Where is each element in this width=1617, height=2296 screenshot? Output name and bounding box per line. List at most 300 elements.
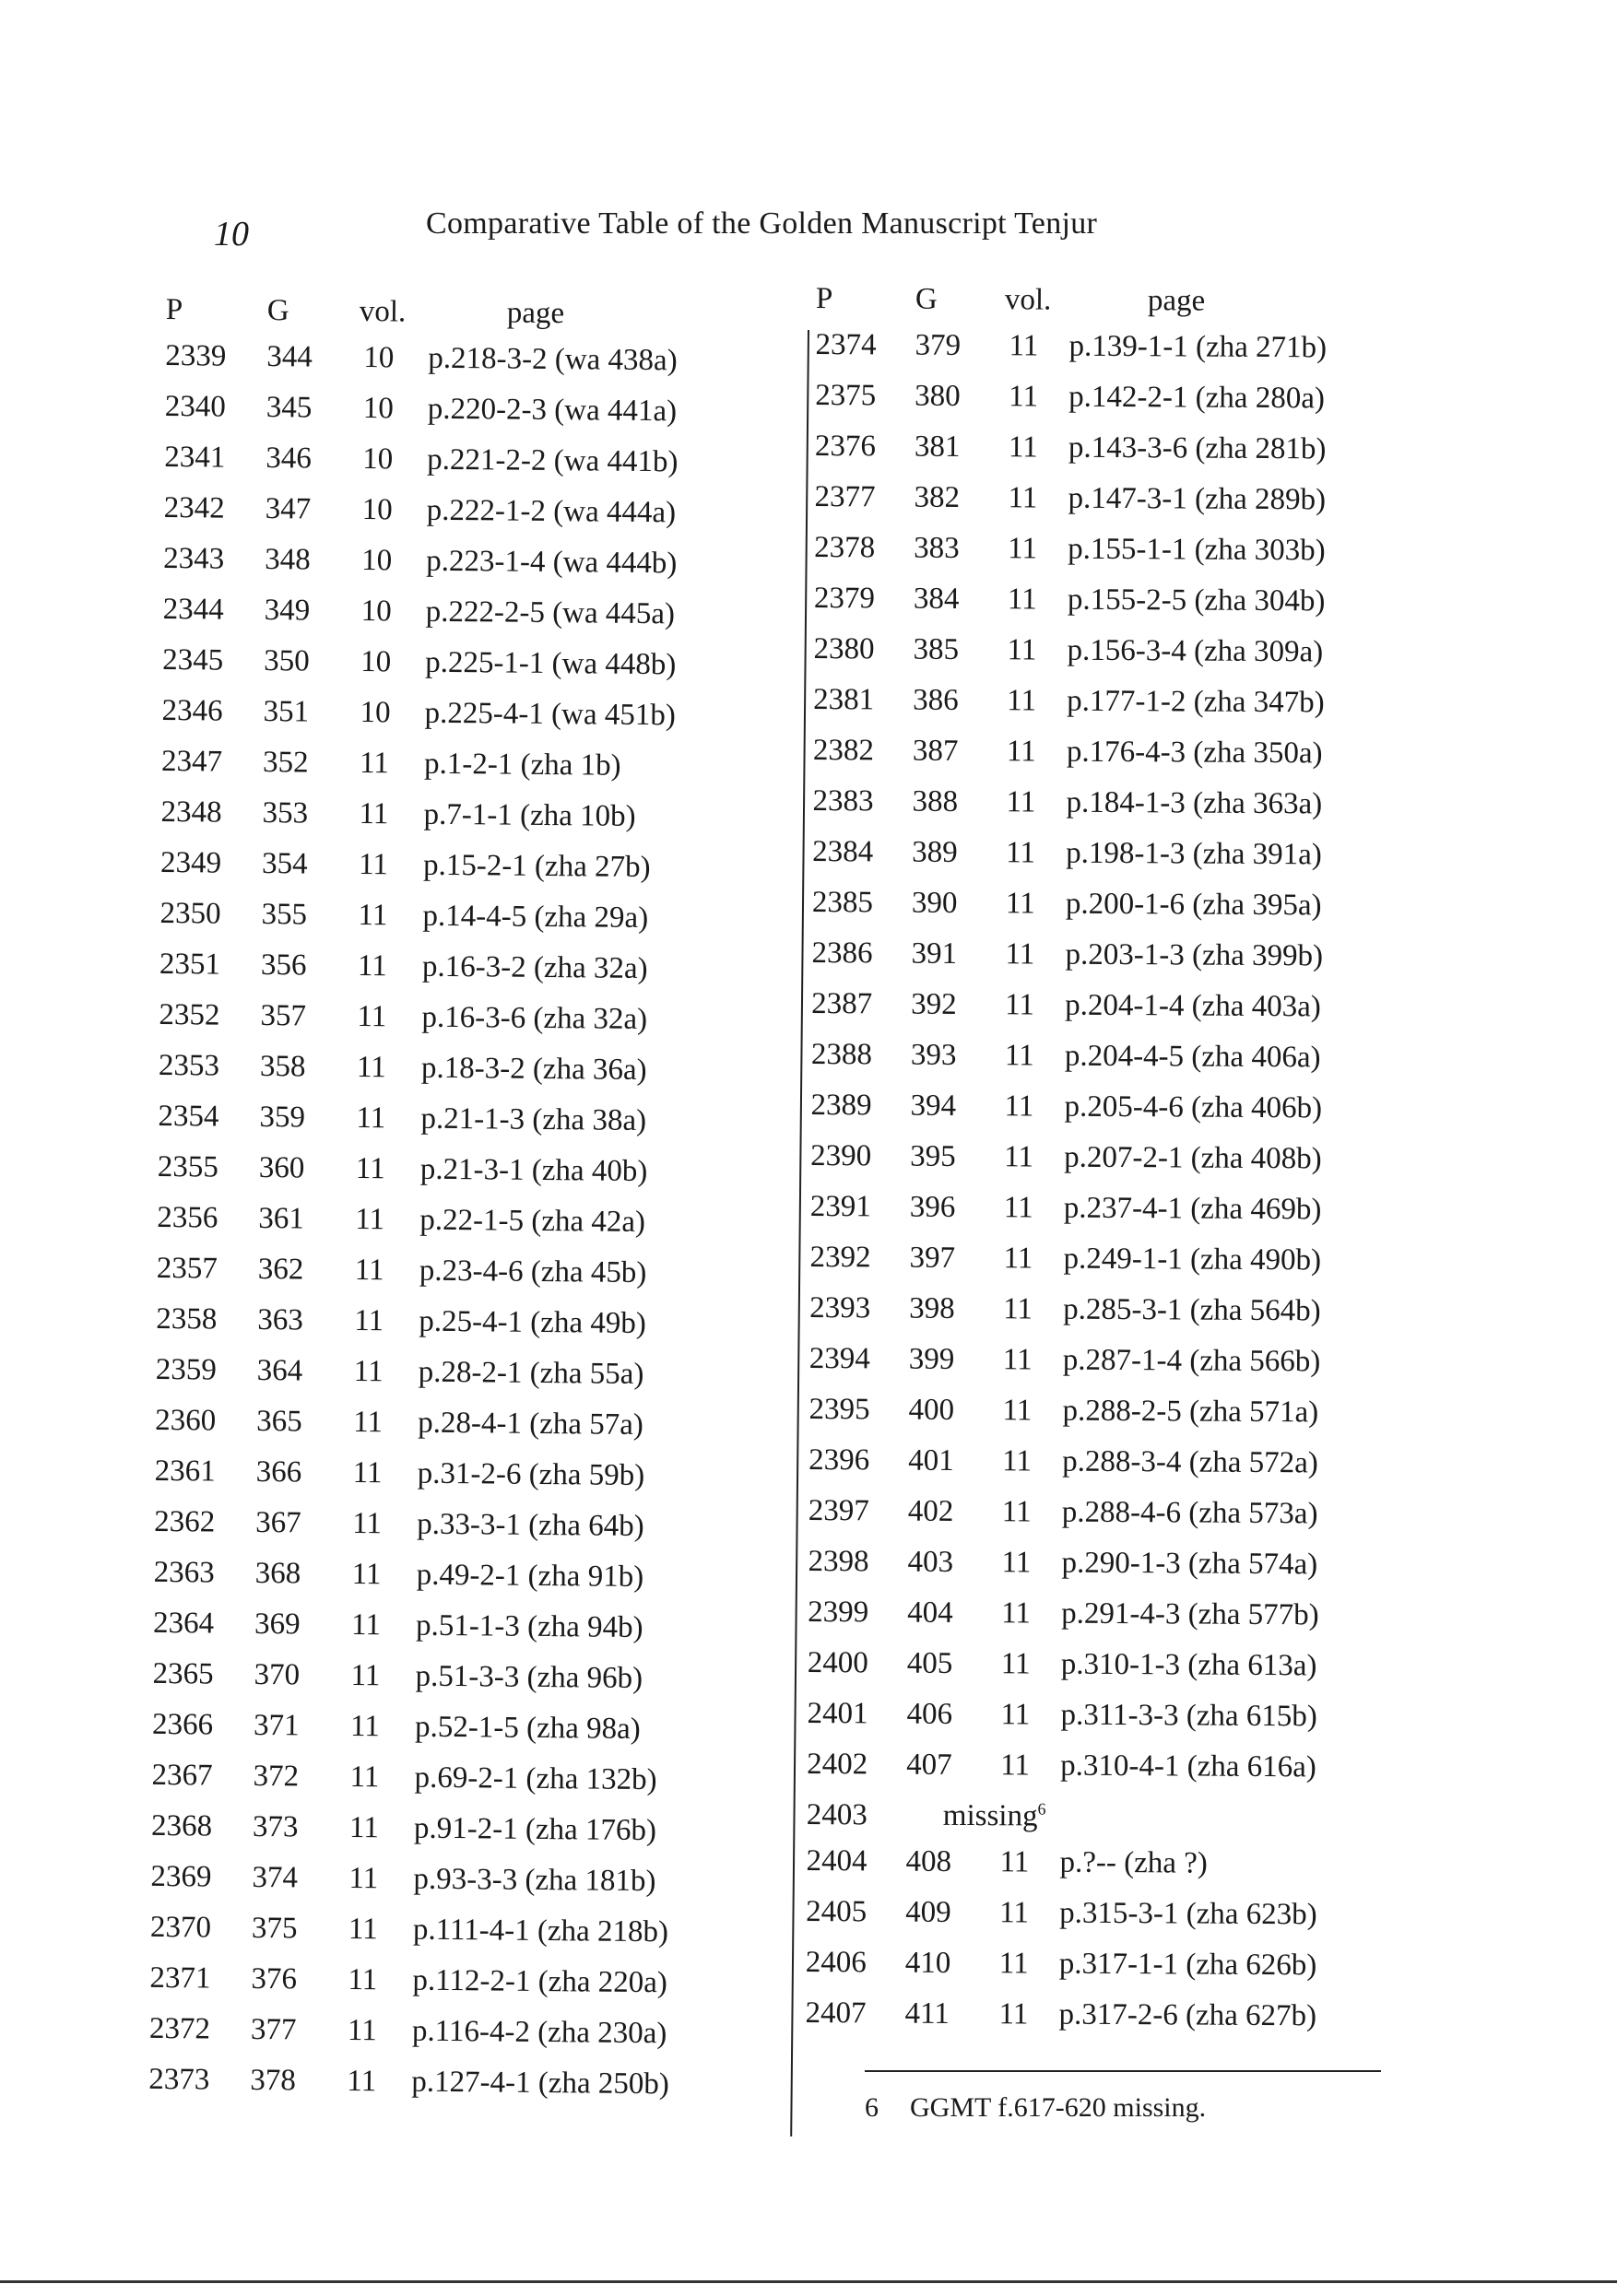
cell-p: 2356 <box>157 1200 218 1235</box>
cell-page: p.127-4-1 (zha 250b) <box>411 2065 670 2102</box>
cell-vol: 10 <box>362 392 394 426</box>
cell-g: 348 <box>265 543 311 577</box>
cell-vol: 11 <box>1009 380 1039 414</box>
cell-p: 2349 <box>159 845 222 880</box>
cell-g: 399 <box>908 1342 955 1376</box>
cell-p: 2380 <box>813 631 875 666</box>
cell-p: 2376 <box>814 429 877 464</box>
cell-g: 355 <box>261 898 308 932</box>
cell-p: 2397 <box>808 1493 869 1528</box>
cell-p: 2385 <box>811 885 873 920</box>
cell-p: 2363 <box>153 1555 215 1590</box>
cell-p: 2366 <box>151 1707 214 1742</box>
table-row <box>154 1504 644 1556</box>
cell-g: 400 <box>908 1393 955 1427</box>
running-title: Comparative Table of the Golden Manuscript Tenjur <box>426 206 1098 241</box>
cell-p: 2401 <box>807 1696 868 1731</box>
cell-p: 2392 <box>809 1240 871 1275</box>
cell-g: 371 <box>253 1708 300 1743</box>
cell-page: p.205-4-6 (zha 406b) <box>1064 1089 1323 1125</box>
table-row <box>148 2062 670 2113</box>
cell-vol: 11 <box>352 1507 383 1541</box>
table-row <box>156 1301 646 1353</box>
cell-vol: 11 <box>1006 836 1036 870</box>
cell-g: 370 <box>254 1657 301 1692</box>
cell-g: 375 <box>251 1911 298 1946</box>
cell-p: 2373 <box>148 2062 210 2097</box>
cell-vol: 11 <box>353 1355 384 1389</box>
cell-page: p.184-1-3 (zha 363a) <box>1066 785 1323 821</box>
cell-vol: 11 <box>1009 329 1039 363</box>
cell-vol: 11 <box>1004 1089 1034 1124</box>
table-row <box>163 541 678 593</box>
left-column <box>148 293 679 2113</box>
cell-page: p.139-1-1 (zha 271b) <box>1068 329 1328 365</box>
cell-g: 387 <box>912 734 959 768</box>
cell-vol: 11 <box>356 1101 386 1136</box>
cell-page: p.200-1-6 (zha 395a) <box>1065 887 1322 923</box>
cell-vol: 11 <box>1008 481 1038 515</box>
cell-vol: 10 <box>360 595 392 629</box>
cell-vol: 11 <box>355 1203 385 1237</box>
cell-g: 403 <box>907 1545 954 1579</box>
cell-p: 2361 <box>154 1454 216 1489</box>
cell-page: p.155-2-5 (zha 304b) <box>1067 583 1326 618</box>
cell-p: 2396 <box>808 1442 870 1478</box>
table-row <box>160 744 621 795</box>
cell-g: 368 <box>254 1556 301 1591</box>
cell-vol: 10 <box>361 544 393 578</box>
table-row <box>159 947 648 998</box>
cell-page: p.237-4-1 (zha 469b) <box>1063 1191 1322 1227</box>
cell-vol: 11 <box>999 1896 1030 1930</box>
cell-g: 395 <box>910 1139 956 1173</box>
cell-vol: 10 <box>361 493 393 527</box>
cell-g: 404 <box>907 1595 953 1630</box>
cell-vol: 11 <box>357 949 387 983</box>
cell-g: 402 <box>907 1494 954 1528</box>
missing-label: missing <box>942 1798 1038 1833</box>
cell-vol: 11 <box>348 1810 379 1845</box>
cell-page: p.225-1-1 (wa 448b) <box>424 645 677 682</box>
cell-g: 360 <box>258 1151 305 1185</box>
cell-page: p.311-3-3 (zha 615b) <box>1060 1698 1317 1734</box>
cell-g: 382 <box>914 480 961 514</box>
cell-vol: 10 <box>360 645 392 679</box>
cell-page: p.112-2-1 (zha 220a) <box>412 1963 668 2000</box>
cell-g: 346 <box>266 442 312 476</box>
cell-vol: 11 <box>1007 684 1037 718</box>
cell-p: 2347 <box>160 744 223 779</box>
cell-g: 389 <box>912 835 958 869</box>
header-vol: vol. <box>1004 283 1052 317</box>
cell-page: p.288-2-5 (zha 571a) <box>1062 1394 1319 1430</box>
cell-g: 409 <box>905 1895 951 1929</box>
cell-g: 388 <box>912 784 959 818</box>
cell-g: 392 <box>911 987 957 1021</box>
cell-p: 2348 <box>160 795 222 830</box>
table-row <box>161 693 676 745</box>
cell-p: 2384 <box>812 834 874 869</box>
cell-page: p.23-4-6 (zha 45b) <box>419 1254 647 1290</box>
cell-g: 405 <box>906 1646 953 1680</box>
cell-vol: 11 <box>1002 1343 1033 1377</box>
cell-p: 2340 <box>164 389 226 424</box>
table-row <box>150 1859 656 1911</box>
header-page: page <box>506 296 565 331</box>
cell-p: 2383 <box>812 783 874 818</box>
cell-page: p.33-3-1 (zha 64b) <box>417 1507 644 1544</box>
cell-p: 2369 <box>150 1859 212 1894</box>
cell-p: 2378 <box>814 530 876 565</box>
table-row <box>154 1454 645 1505</box>
cell-page: p.285-3-1 (zha 564b) <box>1063 1292 1321 1328</box>
cell-p: 2364 <box>152 1606 215 1641</box>
table-row <box>155 1352 644 1404</box>
cell-g: 356 <box>260 948 307 983</box>
cell-g: 359 <box>259 1101 306 1135</box>
cell-p: 2398 <box>808 1544 869 1579</box>
cell-p: 2405 <box>806 1894 868 1929</box>
cell-p: 2368 <box>150 1808 213 1843</box>
table-row <box>149 1910 669 1961</box>
cell-vol: 11 <box>347 2013 377 2048</box>
cell-g: 347 <box>265 492 312 526</box>
cell-vol: 11 <box>1008 430 1038 465</box>
footnote-ref: 6 <box>1037 1799 1046 1819</box>
cell-p: 2345 <box>162 642 224 677</box>
cell-page: p.315-3-1 (zha 623b) <box>1059 1896 1317 1932</box>
cell-page: p.111-4-1 (zha 218b) <box>412 1913 669 1949</box>
cell-page: p.204-1-4 (zha 403a) <box>1065 988 1321 1024</box>
cell-page: p.221-2-2 (wa 441b) <box>427 442 679 479</box>
table-row <box>158 1099 647 1150</box>
header-g: G <box>915 282 938 316</box>
cell-vol: 11 <box>1001 1495 1032 1529</box>
cell-g: 390 <box>911 886 958 920</box>
cell-p: 2382 <box>812 733 875 768</box>
cell-g: 351 <box>263 695 310 729</box>
header-vol: vol. <box>359 295 407 329</box>
cell-p: 2342 <box>163 490 225 525</box>
cell-vol: 11 <box>357 1000 387 1034</box>
cell-p: 2390 <box>810 1138 872 1173</box>
page-number: 10 <box>214 215 249 253</box>
cell-p: 2344 <box>162 592 224 627</box>
cell-g: 406 <box>906 1697 953 1731</box>
cell-g: 377 <box>250 2012 297 2047</box>
cell-g: 381 <box>914 430 961 464</box>
cell-vol: 11 <box>1008 532 1038 566</box>
cell-page: p.7-1-1 (zha 10b) <box>423 797 636 833</box>
cell-vol: 11 <box>353 1406 384 1440</box>
cell-vol: 11 <box>1003 1292 1033 1326</box>
cell-page: p.18-3-2 (zha 36a) <box>420 1051 647 1088</box>
cell-p: 2372 <box>148 2011 211 2046</box>
table-row <box>153 1555 644 1607</box>
cell-g: 350 <box>264 644 310 678</box>
cell-page: p.288-4-6 (zha 573a) <box>1061 1495 1318 1531</box>
cell-page: p.310-4-1 (zha 616a) <box>1060 1748 1316 1784</box>
table-row <box>157 1200 646 1252</box>
cell-vol: 11 <box>351 1558 382 1592</box>
cell-page: p.14-4-5 (zha 29a) <box>422 899 649 936</box>
table-row <box>163 490 677 542</box>
cell-p: 2374 <box>815 327 877 362</box>
cell-g: 386 <box>913 683 959 717</box>
cell-p: 2343 <box>163 541 225 576</box>
cell-page: p.69-2-1 (zha 132b) <box>414 1760 657 1797</box>
cell-page: p.203-1-3 (zha 399b) <box>1065 937 1324 973</box>
cell-page: p.222-1-2 (wa 444a) <box>426 493 677 530</box>
cell-vol: 11 <box>999 1845 1030 1879</box>
cell-g: 401 <box>908 1443 954 1478</box>
cell-page: p.21-3-1 (zha 40b) <box>419 1152 648 1189</box>
cell-vol: 11 <box>1007 633 1037 667</box>
table-row <box>148 2011 667 2063</box>
cell-page: p.91-2-1 (zha 176b) <box>413 1811 657 1848</box>
cell-g: 362 <box>257 1253 304 1287</box>
cell-g: 369 <box>254 1607 301 1642</box>
cell-vol: 11 <box>354 1254 384 1288</box>
cell-g: 365 <box>256 1405 302 1439</box>
cell-page: p.287-1-4 (zha 566b) <box>1062 1343 1321 1379</box>
cell-p: 2400 <box>807 1645 868 1680</box>
table-row <box>162 642 677 694</box>
cell-vol: 11 <box>998 1947 1029 1981</box>
cell-p: 2339 <box>165 338 227 373</box>
cell-page: p.317-1-1 (zha 626b) <box>1058 1947 1317 1983</box>
cell-p: 2389 <box>810 1088 872 1123</box>
page-edge-line <box>0 2280 1617 2283</box>
cell-vol: 11 <box>350 1607 382 1643</box>
cell-g: 379 <box>915 328 962 362</box>
cell-g: 349 <box>264 594 311 628</box>
cell-page: p.1-2-1 (zha 1b) <box>423 747 621 783</box>
cell-vol: 11 <box>352 1456 383 1490</box>
cell-g: 364 <box>256 1354 303 1388</box>
cell-g: 367 <box>255 1505 301 1540</box>
cell-p: 2395 <box>808 1392 870 1427</box>
cell-page: p.16-3-6 (zha 32a) <box>421 1000 648 1037</box>
cell-p: 2386 <box>811 936 873 971</box>
cell-g: 345 <box>266 391 313 425</box>
cell-p: 2359 <box>155 1352 217 1387</box>
cell-page: p.28-2-1 (zha 55a) <box>418 1355 644 1392</box>
cell-g: 391 <box>911 936 958 971</box>
cell-g: 385 <box>913 632 960 666</box>
cell-p: 2403 <box>806 1797 868 1832</box>
table-row <box>165 338 678 390</box>
table-row <box>152 1656 643 1708</box>
footnote-text: GGMT f.617-620 missing. <box>910 2092 1207 2123</box>
cell-p: 2393 <box>809 1290 871 1325</box>
cell-p: 2379 <box>813 581 876 616</box>
cell-g: 393 <box>910 1038 957 1072</box>
table-row <box>150 1808 657 1860</box>
cell-vol: 11 <box>1004 1039 1034 1073</box>
cell-page: p.249-1-1 (zha 490b) <box>1063 1242 1322 1278</box>
table-row <box>159 845 651 897</box>
table-row <box>162 592 676 643</box>
cell-page: p.198-1-3 (zha 391a) <box>1066 836 1322 872</box>
cell-p: 2391 <box>809 1189 871 1224</box>
cell-page: p.143-3-6 (zha 281b) <box>1068 430 1327 466</box>
cell-vol: 11 <box>358 899 388 933</box>
cell-vol: 11 <box>355 1152 385 1186</box>
cell-g: 407 <box>906 1748 952 1782</box>
cell-vol: 11 <box>1003 1191 1033 1225</box>
cell-p: 2357 <box>156 1251 218 1286</box>
header-g: G <box>266 294 289 328</box>
cell-vol: 11 <box>1003 1242 1033 1276</box>
cell-p: 2362 <box>154 1504 216 1539</box>
cell-page: p.222-2-5 (wa 445a) <box>425 595 676 631</box>
cell-vol: 11 <box>1006 785 1036 819</box>
cell-vol: 11 <box>1002 1394 1033 1428</box>
cell-vol: 11 <box>1001 1546 1032 1580</box>
cell-page: p.176-4-3 (zha 350a) <box>1066 735 1323 771</box>
cell-vol: 11 <box>349 1760 380 1795</box>
cell-g: 408 <box>905 1844 952 1878</box>
cell-vol: 11 <box>358 848 389 882</box>
cell-g: 410 <box>904 1946 951 1980</box>
cell-page: p.290-1-3 (zha 574a) <box>1061 1546 1318 1582</box>
cell-g: 396 <box>909 1190 956 1224</box>
cell-p: 2360 <box>155 1403 217 1438</box>
cell-vol: 11 <box>1005 937 1035 971</box>
cell-vol: 11 <box>1005 887 1035 921</box>
cell-page: p.51-1-3 (zha 94b) <box>415 1608 643 1645</box>
cell-vol: 10 <box>363 341 395 375</box>
header-p: P <box>165 293 183 327</box>
cell-p: 2394 <box>808 1341 870 1376</box>
cell-missing <box>943 1799 1046 1834</box>
cell-p: 2402 <box>807 1747 868 1782</box>
cell-page: p.317-2-6 (zha 627b) <box>1058 1997 1317 2033</box>
cell-g: 373 <box>252 1809 299 1844</box>
cell-page: p.16-3-2 (zha 32a) <box>421 949 648 986</box>
cell-vol: 11 <box>1002 1444 1033 1478</box>
cell-page: p.52-1-5 (zha 98a) <box>414 1710 641 1747</box>
cell-page: p.31-2-6 (zha 59b) <box>417 1456 645 1493</box>
cell-vol: 11 <box>348 1912 378 1947</box>
cell-g: 363 <box>257 1303 303 1337</box>
cell-g: 383 <box>914 531 960 565</box>
cell-page: p.22-1-5 (zha 42a) <box>419 1203 646 1240</box>
cell-vol: 11 <box>1006 735 1036 769</box>
cell-page: p.225-4-1 (wa 451b) <box>424 696 676 733</box>
table-row <box>151 1707 641 1759</box>
cell-g: 352 <box>262 746 309 780</box>
table-row <box>164 440 679 491</box>
cell-vol: 11 <box>359 797 389 831</box>
table-row <box>152 1606 643 1657</box>
table-row <box>155 1403 644 1454</box>
cell-page: p.21-1-3 (zha 38a) <box>420 1101 647 1138</box>
table-row <box>157 1149 648 1201</box>
cell-g: 344 <box>266 340 313 374</box>
cell-page: p.310-1-3 (zha 613a) <box>1060 1647 1317 1683</box>
cell-g: 372 <box>253 1759 300 1794</box>
header-p: P <box>815 282 833 316</box>
cell-g: 398 <box>909 1291 955 1325</box>
cell-p: 2355 <box>157 1149 219 1184</box>
cell-vol: 11 <box>1000 1698 1031 1732</box>
cell-p: 2406 <box>805 1945 867 1980</box>
cell-g: 353 <box>262 796 309 830</box>
table-row <box>156 1251 647 1302</box>
cell-p: 2367 <box>151 1758 213 1793</box>
cell-vol: 11 <box>1007 583 1037 617</box>
cell-vol: 11 <box>1005 988 1035 1022</box>
cell-page: p.177-1-2 (zha 347b) <box>1067 684 1325 720</box>
cell-p: 2381 <box>813 682 875 717</box>
cell-g: 394 <box>910 1089 957 1123</box>
cell-p: 2399 <box>808 1595 869 1630</box>
cell-vol: 11 <box>347 2064 377 2099</box>
cell-p: 2377 <box>814 479 876 514</box>
cell-page: p.155-1-1 (zha 303b) <box>1068 532 1326 568</box>
cell-p: 2371 <box>149 1960 211 1996</box>
cell-page: p.116-4-2 (zha 230a) <box>411 2014 667 2051</box>
cell-page: p.142-2-1 (zha 280a) <box>1068 380 1326 416</box>
cell-vol: 10 <box>362 442 394 477</box>
cell-vol: 11 <box>1004 1140 1034 1174</box>
cell-g: 354 <box>261 847 308 881</box>
cell-g: 380 <box>915 379 961 413</box>
cell-page: p.156-3-4 (zha 309a) <box>1067 633 1324 669</box>
cell-page: p.204-4-5 (zha 406a) <box>1064 1039 1321 1075</box>
cell-g: 411 <box>904 1996 950 2031</box>
cell-page: p.49-2-1 (zha 91b) <box>416 1558 644 1595</box>
cell-page: p.220-2-3 (wa 441a) <box>427 392 678 429</box>
table-row <box>160 795 636 846</box>
cell-g: 376 <box>251 1961 298 1996</box>
cell-vol: 11 <box>1000 1647 1031 1681</box>
cell-g: 357 <box>260 999 307 1033</box>
cell-vol: 11 <box>1001 1596 1032 1631</box>
cell-p: 2407 <box>805 1996 867 2031</box>
cell-vol: 11 <box>356 1051 386 1085</box>
cell-p: 2365 <box>152 1656 214 1691</box>
cell-page: p.15-2-1 (zha 27b) <box>422 848 651 885</box>
cell-vol: 11 <box>998 1997 1029 2031</box>
cell-vol: 11 <box>348 1962 378 1997</box>
table-row <box>164 389 678 441</box>
cell-p: 2375 <box>815 378 877 413</box>
footnote-rule <box>865 2070 1381 2072</box>
cell-g: 366 <box>255 1454 302 1489</box>
footnote-number: 6 <box>865 2092 879 2123</box>
cell-vol: 10 <box>360 696 391 730</box>
cell-p: 2370 <box>149 1910 212 1945</box>
cell-g: 378 <box>250 2063 297 2098</box>
footnote <box>865 2092 1206 2124</box>
cell-page: p.218-3-2 (wa 438a) <box>428 341 678 378</box>
cell-g: 361 <box>258 1202 305 1236</box>
cell-p: 2358 <box>156 1301 218 1336</box>
cell-p: 2346 <box>161 693 223 728</box>
cell-p: 2353 <box>158 1048 220 1083</box>
cell-p: 2341 <box>164 440 226 475</box>
cell-vol: 11 <box>359 747 390 781</box>
cell-g: 397 <box>909 1241 956 1275</box>
cell-vol: 11 <box>349 1709 381 1744</box>
cell-page: p.25-4-1 (zha 49b) <box>419 1304 646 1341</box>
cell-page: p.147-3-1 (zha 289b) <box>1068 481 1327 517</box>
cell-vol: 11 <box>350 1658 381 1693</box>
